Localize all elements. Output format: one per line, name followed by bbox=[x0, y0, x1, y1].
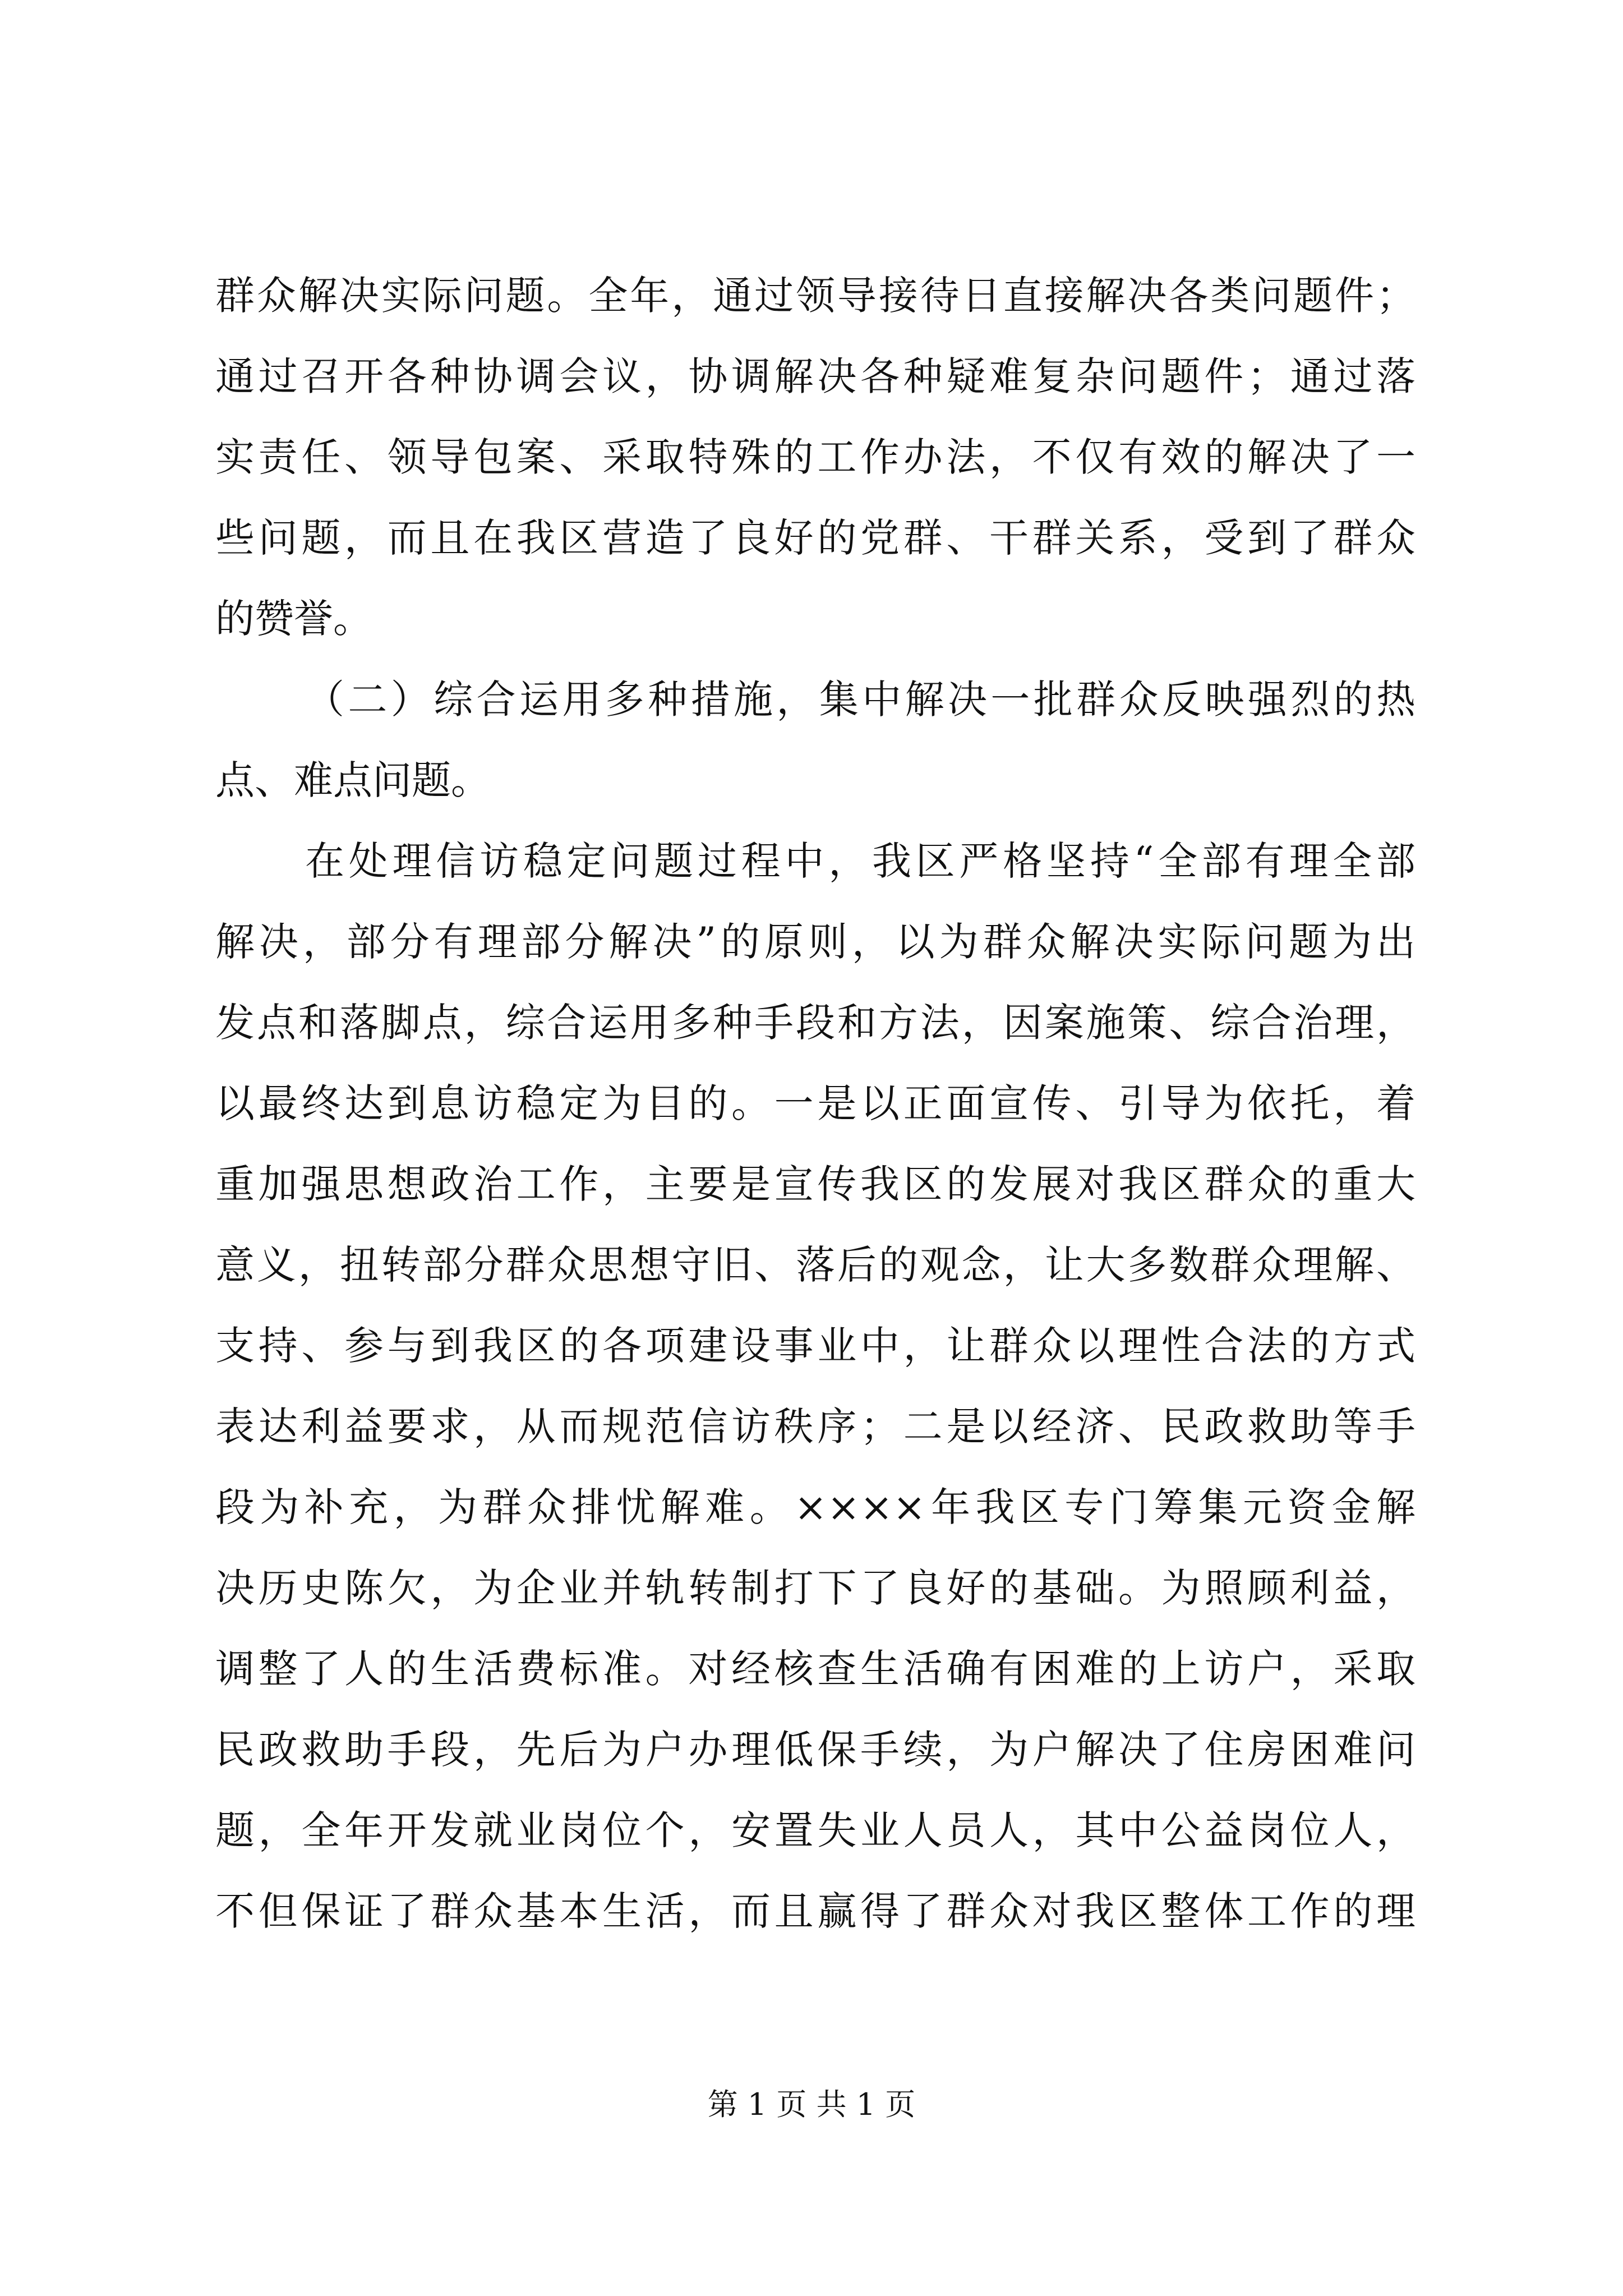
text-line: 不但保证了群众基本生活，而且赢得了群众对我区整体工作的理 bbox=[215, 1888, 1415, 1934]
page-number-footer: 第 1 页 共 1 页 bbox=[707, 2087, 916, 2122]
text-line: 发点和落脚点，综合运用多种手段和方法，因案施策、综合治理， bbox=[215, 1000, 1415, 1046]
text-line: 决历史陈欠，为企业并轨转制打下了良好的基础。为照顾利益， bbox=[215, 1565, 1415, 1611]
text-line: 实责任、领导包案、采取特殊的工作办法，不仅有效的解决了一 bbox=[215, 434, 1415, 480]
text-line: 题，全年开发就业岗位个，安置失业人员人，其中公益岗位人， bbox=[215, 1807, 1415, 1853]
text-line: 以最终达到息访稳定为目的。一是以正面宣传、引导为依托，着 bbox=[215, 1080, 1415, 1126]
text-line: 的赞誉。 bbox=[215, 596, 372, 642]
text-line: 意义，扭转部分群众思想守旧、落后的观念，让大多数群众理解、 bbox=[215, 1242, 1415, 1288]
paragraph-first-line: 在处理信访稳定问题过程中，我区严格坚持“全部有理全部 bbox=[305, 838, 1415, 884]
text-line: 重加强思想政治工作，主要是宣传我区的发展对我区群众的重大 bbox=[215, 1161, 1415, 1207]
section-heading-line: （二）综合运用多种措施，集中解决一批群众反映强烈的热 bbox=[305, 677, 1415, 723]
section-heading-line: 点、难点问题。 bbox=[215, 757, 490, 803]
document-body bbox=[215, 255, 1415, 1952]
text-line: 调整了人的生活费标准。对经核查生活确有困难的上访户，采取 bbox=[215, 1646, 1415, 1692]
text-line: 些问题，而且在我区营造了良好的党群、干群关系，受到了群众 bbox=[215, 515, 1415, 561]
text-line: 民政救助手段，先后为户办理低保手续，为户解决了住房困难问 bbox=[215, 1727, 1415, 1773]
text-line: 段为补充，为群众排忧解难。××××年我区专门筹集元资金解 bbox=[215, 1484, 1415, 1530]
text-line: 群众解决实际问题。全年，通过领导接待日直接解决各类问题件； bbox=[215, 273, 1415, 319]
text-line: 表达利益要求，从而规范信访秩序；二是以经济、民政救助等手 bbox=[215, 1404, 1415, 1450]
text-line: 支持、参与到我区的各项建设事业中，让群众以理性合法的方式 bbox=[215, 1323, 1415, 1369]
text-line: 通过召开各种协调会议，协调解决各种疑难复杂问题件；通过落 bbox=[215, 353, 1415, 399]
text-line: 解决，部分有理部分解决”的原则，以为群众解决实际问题为出 bbox=[215, 919, 1415, 965]
